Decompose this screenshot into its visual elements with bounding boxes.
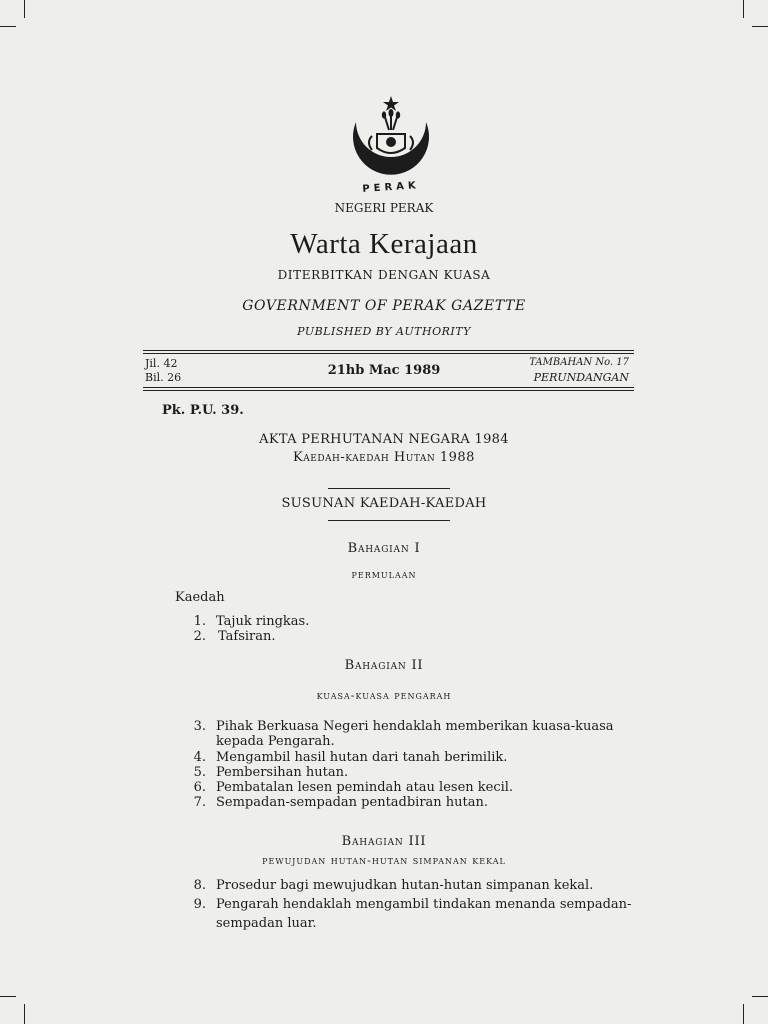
crest-label: PERAK: [362, 180, 421, 195]
crop-mark: [752, 996, 768, 997]
gazette-subtitle-english: PUBLISHED BY AUTHORITY: [297, 325, 471, 338]
volume-number: Jil. 42: [145, 357, 178, 370]
part-heading: Bahagian III: [341, 834, 427, 849]
crop-mark: [24, 1004, 25, 1024]
crop-mark: [743, 0, 744, 18]
double-rule-top: [143, 353, 634, 354]
legislation-label: PERUNDANGAN: [533, 371, 629, 384]
part-subheading: kuasa-kuasa pengarah: [316, 689, 452, 702]
state-name: NEGERI PERAK: [334, 201, 434, 215]
gazette-title-english: GOVERNMENT OF PERAK GAZETTE: [242, 298, 526, 314]
crop-mark: [752, 26, 768, 27]
supplement-number: TAMBAHAN No. 17: [529, 357, 629, 368]
double-rule-bottom: [143, 390, 634, 391]
crop-mark: [743, 1004, 744, 1024]
rules-title: Kaedah-kaedah Hutan 1988: [293, 450, 475, 465]
short-divider: [328, 488, 450, 489]
act-title: AKTA PERHUTANAN NEGARA 1984: [259, 432, 509, 447]
legal-notice-ref: Pk. P.U. 39.: [162, 403, 244, 418]
gazette-subtitle: DITERBITKAN DENGAN KUASA: [277, 268, 491, 282]
crop-mark: [0, 26, 16, 27]
part-heading: Bahagian I: [347, 541, 421, 556]
double-rule-top: [143, 350, 634, 351]
part-subheading: pewujudan hutan-hutan simpanan kekal: [262, 854, 506, 867]
gazette-title: Warta Kerajaan: [290, 228, 478, 260]
crop-mark: [24, 0, 25, 18]
short-divider: [328, 520, 450, 521]
part-heading: Bahagian II: [344, 658, 424, 673]
crop-mark: [0, 996, 16, 997]
issue-number: Bil. 26: [145, 371, 182, 384]
part-subheading: permulaan: [351, 568, 417, 581]
perak-crest-icon: [344, 92, 438, 196]
double-rule-bottom: [143, 387, 634, 388]
kaedah-label: Kaedah: [175, 590, 225, 605]
arrangement-title: SUSUNAN KAEDAH-KAEDAH: [281, 496, 487, 511]
publication-date: 21hb Mac 1989: [327, 363, 441, 378]
